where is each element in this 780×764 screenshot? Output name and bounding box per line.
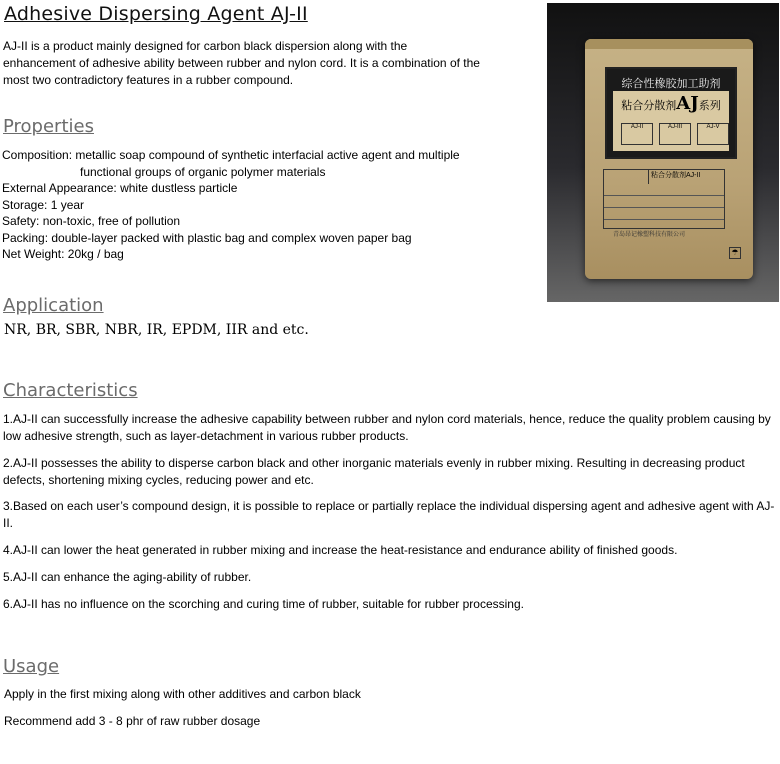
bag-shape bbox=[585, 39, 753, 279]
storage-line: Storage: 1 year bbox=[2, 197, 85, 212]
appearance-line: External Appearance: white dustless particle bbox=[2, 181, 238, 195]
usage-line: Apply in the first mixing along with other additives and carbon black bbox=[4, 687, 361, 701]
bag-mini-box: AJ-III bbox=[659, 123, 691, 145]
characteristic-item: 4.AJ-II can lower the heat generated in rubber mixing and increase the heat-resistance and endurance ability of finished goods. bbox=[3, 543, 678, 557]
bag-mini-box: AJ-V bbox=[697, 123, 729, 145]
characteristic-item: 1.AJ-II can successfully increase the adhesive capability between rubber and nylon cord materials, hence, reduce the quality problem causing by low adhesive strength, such as layer-detachment in various rubber products. bbox=[3, 412, 771, 443]
application-heading: Application bbox=[3, 295, 104, 316]
bag-series-prefix: 粘合分散剂 bbox=[621, 99, 677, 112]
bag-series-text bbox=[613, 93, 729, 114]
characteristics-heading: Characteristics bbox=[3, 380, 138, 401]
weight-line: Net Weight: 20kg / bag bbox=[2, 247, 124, 261]
bag-info-table bbox=[603, 169, 725, 229]
intro-line: AJ-II is a product mainly designed for carbon black dispersion along with the bbox=[3, 39, 408, 53]
umbrella-icon: ☂ bbox=[729, 247, 741, 259]
bag-table-row bbox=[604, 208, 724, 220]
product-bag-image bbox=[547, 3, 779, 302]
intro-line: most two contradictory features in a rubber compound. bbox=[3, 73, 294, 87]
composition-line-cont: functional groups of organic polymer materials bbox=[80, 164, 326, 179]
bag-table-row bbox=[604, 196, 724, 208]
bag-company-text: 青岛昂记橡塑科技有限公司 bbox=[613, 231, 686, 238]
bag-series-big: AJ bbox=[676, 93, 699, 114]
bag-table-row bbox=[604, 184, 724, 196]
bag-label-inner bbox=[613, 91, 729, 151]
bag-label bbox=[605, 67, 737, 159]
properties-heading: Properties bbox=[3, 116, 94, 137]
application-text: NR, BR, SBR, NBR, IR, EPDM, IIR and etc. bbox=[4, 322, 309, 338]
bag-seam bbox=[585, 39, 753, 49]
usage-line: Recommend add 3 - 8 phr of raw rubber dosage bbox=[4, 714, 261, 728]
characteristic-item: 3.Based on each user’s compound design, it is possible to replace or partially replace the individual dispersing agent and adhesive agent with AJ-II. bbox=[3, 499, 775, 530]
usage-heading: Usage bbox=[3, 656, 60, 677]
intro-paragraph bbox=[3, 38, 523, 89]
bag-name-cell: 粘合分散剂AJ-II bbox=[648, 170, 726, 184]
characteristic-item: 5.AJ-II can enhance the aging-ability of rubber. bbox=[3, 570, 252, 584]
safety-line: Safety: non-toxic, free of pollution bbox=[2, 214, 181, 228]
page-title: Adhesive Dispersing Agent AJ-II bbox=[4, 3, 308, 25]
characteristic-item: 2.AJ-II possesses the ability to disperse carbon black and other inorganic materials evenly in rubber mixing. Resulting in decreasing product defects, shortening mixing cycles, reducing power and etc. bbox=[3, 456, 745, 487]
packing-line: Packing: double-layer packed with plastic bag and complex woven paper bag bbox=[2, 230, 412, 245]
bag-header-text: 综合性橡胶加工助剂 bbox=[621, 77, 721, 90]
bag-mini-box: AJ-II bbox=[621, 123, 653, 145]
properties-list bbox=[2, 147, 460, 263]
composition-line: Composition: metallic soap compound of synthetic interfacial active agent and multiple bbox=[2, 148, 460, 162]
bag-series-suffix: 系列 bbox=[698, 99, 721, 112]
characteristic-item: 6.AJ-II has no influence on the scorching and curing time of rubber, suitable for rubber processing. bbox=[3, 597, 524, 611]
intro-line: enhancement of adhesive ability between rubber and nylon cord. It is a combination of the bbox=[3, 56, 480, 70]
